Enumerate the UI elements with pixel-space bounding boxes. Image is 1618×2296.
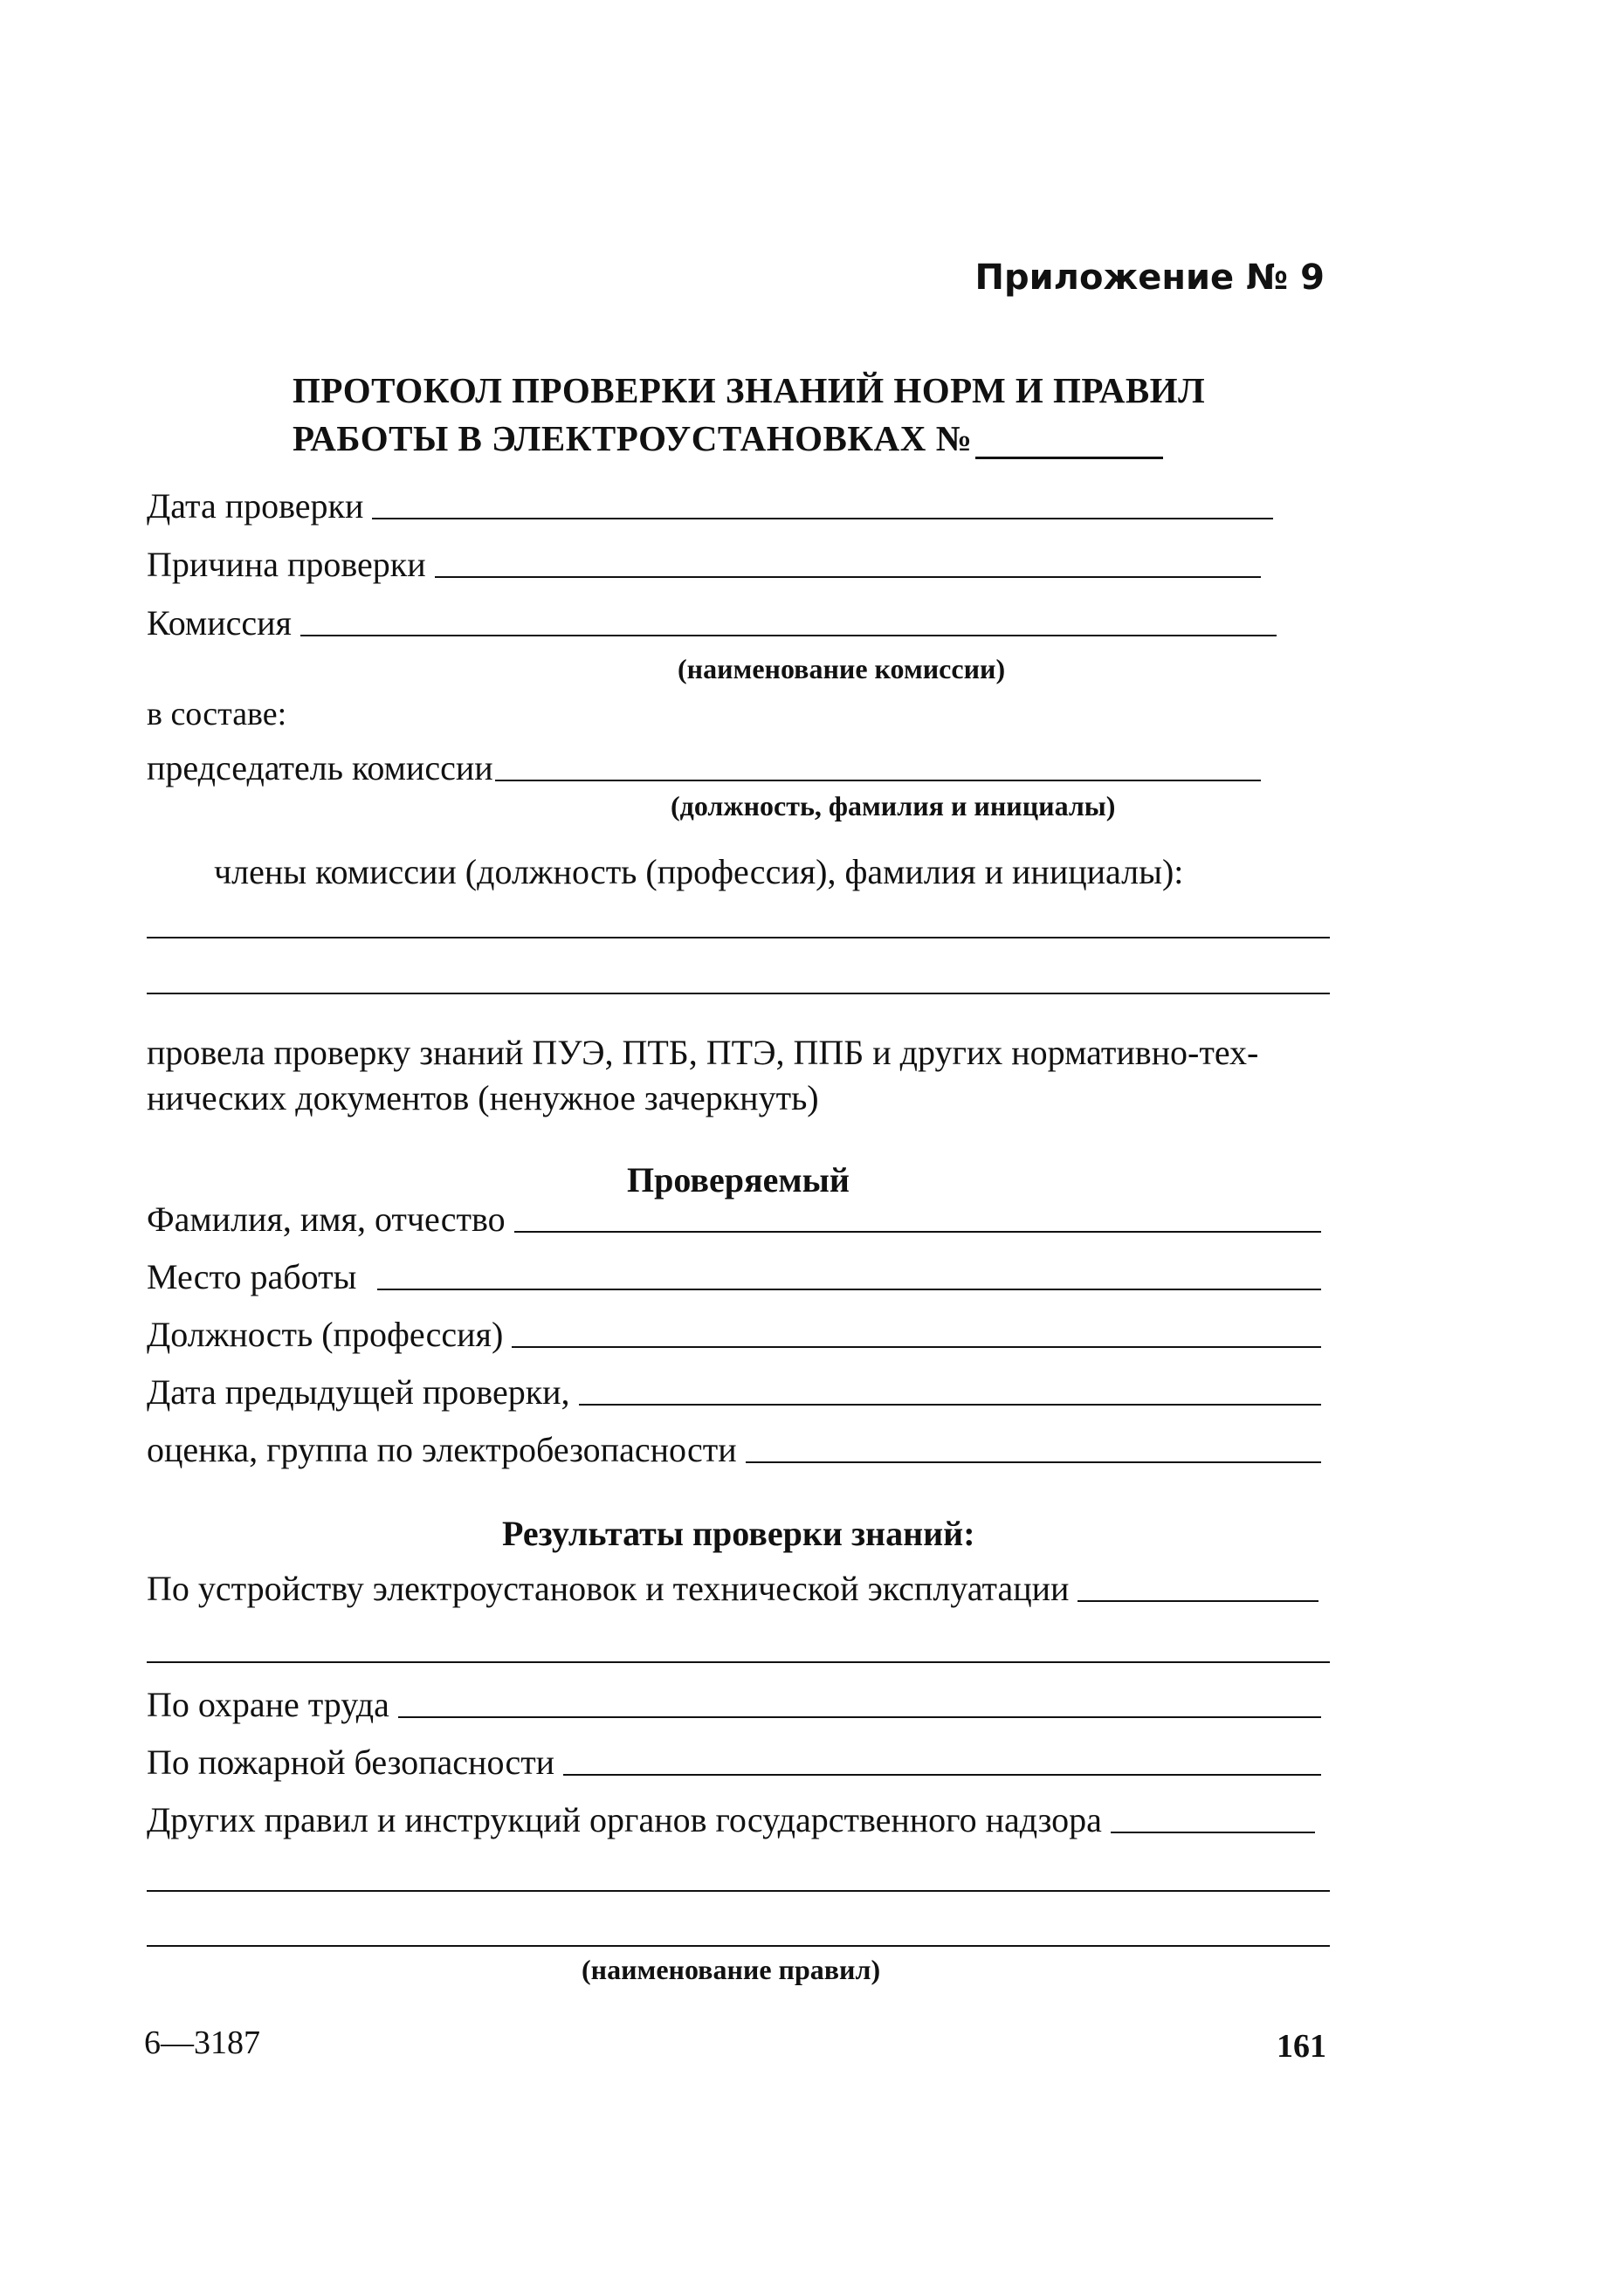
- full-name-field[interactable]: [514, 1230, 1321, 1233]
- electrical-label: По устройству электроустановок и технической эксплуатации: [147, 1569, 1070, 1608]
- title-line-2: [293, 417, 1163, 459]
- check-reason-row: [147, 544, 1261, 585]
- members-label: члены комиссии (должность (профессия), фамилия и инициалы):: [214, 852, 1184, 891]
- other-rules-label: Других правил и инструкций органов государственного надзора: [147, 1800, 1102, 1839]
- grade-field[interactable]: [746, 1461, 1321, 1463]
- prev-date-label: Дата предыдущей проверки,: [147, 1372, 570, 1412]
- position-row: [147, 1314, 1321, 1355]
- members-line-1[interactable]: [147, 937, 1330, 938]
- full-name-row: [147, 1199, 1321, 1240]
- check-date-label: Дата проверки: [147, 486, 364, 526]
- full-name-label: Фамилия, имя, отчество: [147, 1200, 506, 1239]
- electrical-row: [147, 1568, 1318, 1609]
- workplace-row: [147, 1256, 1321, 1297]
- check-reason-field[interactable]: [435, 575, 1261, 578]
- prev-date-row: [147, 1371, 1321, 1413]
- members-line-2[interactable]: [147, 993, 1330, 994]
- statement-paragraph: [147, 1030, 1334, 1121]
- examinee-heading: Проверяемый: [627, 1160, 850, 1200]
- chairman-row: [147, 747, 1261, 788]
- electrical-line-2[interactable]: [147, 1661, 1330, 1663]
- other-rules-line-2[interactable]: [147, 1890, 1330, 1892]
- other-rules-row: [147, 1799, 1315, 1840]
- chairman-caption: (должность, фамилия и инициалы): [671, 790, 1116, 821]
- title-line-2-text: РАБОТЫ В ЭЛЕКТРОУСТАНОВКАХ №: [293, 418, 973, 458]
- check-date-row: [147, 485, 1273, 526]
- document-code: 6—3187: [144, 2024, 260, 2061]
- prev-date-field[interactable]: [579, 1403, 1321, 1406]
- commission-row: [147, 602, 1277, 643]
- position-field[interactable]: [512, 1345, 1321, 1348]
- commission-label: Комиссия: [147, 603, 292, 643]
- other-rules-field[interactable]: [1111, 1831, 1315, 1833]
- page-number: 161: [1277, 2028, 1326, 2065]
- protocol-number-blank[interactable]: [975, 422, 1163, 459]
- fire-safety-label: По пожарной безопасности: [147, 1743, 555, 1782]
- appendix-label: Приложение № 9: [974, 258, 1325, 298]
- fire-safety-field[interactable]: [563, 1773, 1321, 1776]
- fire-safety-row: [147, 1742, 1321, 1783]
- results-heading: Результаты проверки знаний:: [502, 1514, 975, 1553]
- other-rules-line-3[interactable]: [147, 1945, 1330, 1947]
- commission-caption: (наименование комиссии): [678, 653, 1006, 684]
- statement-line-2: нических документов (ненужное зачеркнуть): [147, 1078, 819, 1117]
- rules-caption: (наименование правил): [582, 1954, 881, 1985]
- workplace-field[interactable]: [377, 1288, 1321, 1290]
- chairman-field[interactable]: [495, 779, 1261, 781]
- labor-safety-row: [147, 1684, 1321, 1725]
- grade-row: [147, 1429, 1321, 1470]
- statement-line-1: провела проверку знаний ПУЭ, ПТБ, ПТЭ, ППБ и других нормативно-тех-: [147, 1033, 1259, 1072]
- commission-field[interactable]: [300, 634, 1277, 636]
- labor-safety-field[interactable]: [398, 1715, 1321, 1718]
- labor-safety-label: По охране труда: [147, 1685, 389, 1724]
- check-reason-label: Причина проверки: [147, 545, 426, 584]
- chairman-label: председатель комиссии: [147, 748, 493, 787]
- position-label: Должность (профессия): [147, 1315, 504, 1354]
- title-line-1: ПРОТОКОЛ ПРОВЕРКИ ЗНАНИЙ НОРМ И ПРАВИЛ: [293, 370, 1206, 410]
- grade-label: оценка, группа по электробезопасности: [147, 1430, 737, 1469]
- check-date-field[interactable]: [372, 517, 1273, 519]
- electrical-field[interactable]: [1078, 1599, 1318, 1602]
- workplace-label: Место работы: [147, 1257, 357, 1296]
- composition-label: в составе:: [147, 696, 287, 732]
